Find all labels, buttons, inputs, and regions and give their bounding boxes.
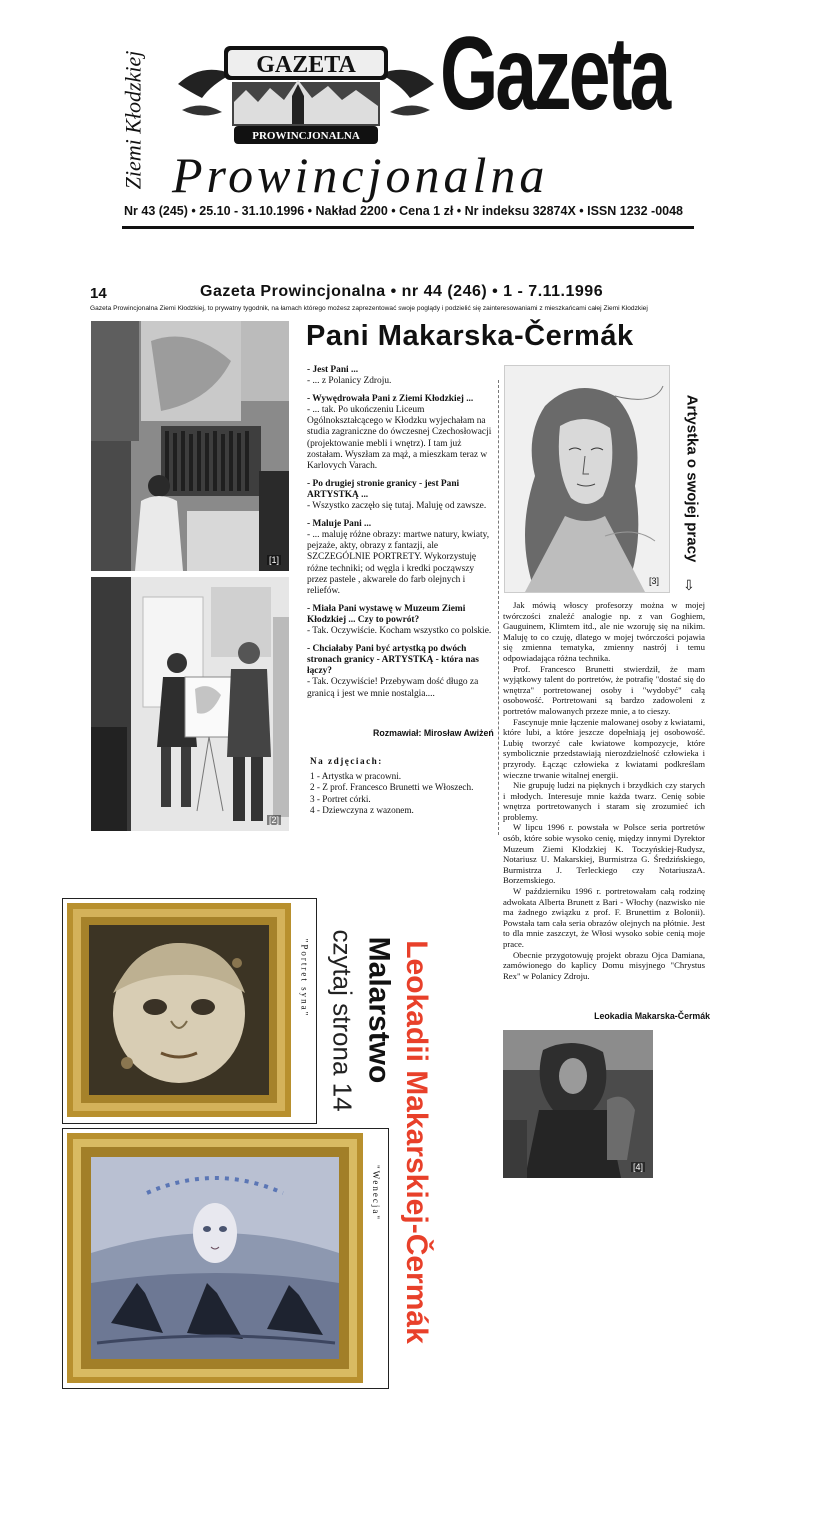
body-paragraph: W październiku 1996 r. portretowałam całą rodzinę adwokata Alberta Brunett z Bari - Włochy (nazwisko nie ma żadnego związku z prof. F. Brunettim z Bolonii). Powstała tam cała seria obrazów olejnych na płótnie. Jest to dla mnie zaszczyt, że Włosi wysoko sobie cenią moje prace.: [503, 886, 705, 949]
page-tagline: Gazeta Prowincjonalna Ziemi Kłodzkiej, to prywatny tygodnik, na łamach którego możesz zaprezentować swoje poglądy i podzielić się zainteresowaniami z mieszkańcami całej Ziemi Kłodzkiej: [90, 305, 648, 312]
interview-question: - Chciałaby Pani być artystką po dwóch stronach granicy - ARTYSTKĄ - która nas łączy?: [307, 643, 479, 677]
masthead-emblem: [172, 40, 440, 148]
vertical-heading: Artystka o swojej pracy: [683, 394, 701, 562]
photo-captions: [310, 756, 495, 817]
arrow-down-icon: ⇩: [683, 578, 695, 594]
interviewer-credit: Rozmawiał: Mirosław Awiżeń: [373, 728, 494, 738]
interview-question: - Maluje Pani ...: [307, 518, 372, 529]
article-signature: Leokadia Makarska-Čermák: [594, 1011, 710, 1021]
body-paragraph: Prof. Francesco Brunetti stwierdził, że mam wyjątkowy talent do portretów, że potrafię "dostać się do wnętrza" portretowanej osoby i "wydobyć" całą osobowość. Portretowani są bardzo zadowoleni z portretów malowanych przeze mnie, a to cieszy.: [503, 663, 705, 716]
photo-number-2: [2]: [268, 815, 279, 825]
page-header: Gazeta Prowincjonalna • nr 44 (246) • 1 - 7.11.1996: [200, 283, 604, 300]
feature-title-thin: czytaj strona 14: [327, 928, 358, 1112]
painting1-label: "Portret syna": [299, 938, 309, 1018]
body-paragraph: Obecnie przygotowuję projekt obrazu Ojca Damiana, zamówionego do kaplicy Domu misyjnego "Chrystus Rex" w Polanicy Zdroju.: [503, 949, 705, 981]
painting-venice: [62, 1128, 389, 1389]
emblem-top-text: GAZETA: [256, 52, 356, 78]
column-divider: [498, 380, 499, 835]
masthead-title: Gazeta: [440, 16, 669, 132]
interview: [307, 365, 495, 700]
photo-number-1: [1]: [268, 555, 279, 565]
interview-question: - Po drugiej stronie granicy - jest Pani ARTYSTKĄ ...: [307, 478, 460, 500]
body-paragraph: Jak mówią włoscy profesorzy można w mojej twórczości znaleźć analogie np. z van Goghiem, Gauguinem, Klimtem itd., ale nie wzoruję się na nikim. Maluję to co czuję, dlatego w mojej twórczości pojawia się zmienna tematyka, zmienny nastrój i temu odpowiadająca różna technika.: [503, 600, 705, 663]
article-title: Pani Makarska-Čermák: [306, 320, 634, 352]
photo-girl-with-vase: [503, 1030, 653, 1178]
interview-question: - Wywędrowała Pani z Ziemi Kłodzkiej ...: [307, 393, 474, 404]
interview-answer: - Wszystko zaczęło się tutaj. Maluję od zawsze.: [307, 501, 487, 512]
masthead-subtitle: Prowincjonalna: [172, 147, 549, 203]
caption-item: 3 - Portret córki.: [310, 793, 371, 804]
photo-with-prof-brunetti: [91, 577, 289, 831]
masthead-rule: [122, 226, 694, 229]
feature-title-black: Malarstwo: [362, 936, 395, 1084]
interview-answer: - ... maluję różne obrazy: martwe natury, kwiaty, pejzaże, akty, obrazy z fantazji, ale SZCZEGÓLNIE PORTRETY. Wykorzystuję różne techniki; od węgla i kredki począwszy przez pastele , akwarele do farb olejnych i reliefów.: [307, 529, 490, 597]
photo-daughter-portrait: [504, 365, 670, 593]
page-number: 14: [90, 285, 107, 302]
body-paragraph: Nie grupuję ludzi na pięknych i brzydkich czy starych i młodych. Interesuje mnie każda twarz. Cenię sobie wnętrza portretowanych i staram się zrozumieć ich problemy.: [503, 780, 705, 822]
body-paragraph: W lipcu 1996 r. powstała w Polsce seria portretów osób, które sobie wysoko cenię, między innymi Dyrektor Muzeum Ziemi Kłodzkiej K. Toczyńskiej-Rudysz, Notariusz U. Makarskiej, Burmistrza G. Średzińskiego, Burmistrza J. Terleckiego czy NotariuszaA. Borzemskiego.: [503, 822, 705, 886]
captions-heading: Na zdjęciach:: [310, 756, 383, 766]
caption-item: 2 - Z prof. Francesco Brunetti we Włoszech.: [310, 782, 474, 792]
photo-number-4: [4]: [632, 1162, 643, 1172]
emblem-bottom-text: PROWINCJONALNA: [252, 130, 360, 142]
painting-portrait-of-son: [62, 898, 317, 1124]
article-body: [503, 600, 705, 981]
painting2-label: "Wenecja": [371, 1164, 382, 1222]
photo-number-3: [3]: [648, 576, 659, 586]
interview-answer: - Tak. Oczywiście. Kocham wszystko co polskie.: [307, 626, 492, 637]
masthead-side-label: Ziemi Kłodzkiej: [120, 50, 145, 190]
interview-answer: - ... z Polanicy Zdroju.: [307, 376, 392, 387]
interview-answer: - Tak. Oczywiście! Przebywam dość długo za granicą i jest we mnie nostalgia....: [307, 677, 479, 699]
interview-question: - Jest Pani ...: [307, 365, 359, 375]
body-paragraph: Fascynuje mnie łączenie malowanej osoby z kwiatami, które lubi, a które jeszcze dopełniają jej osobowość. Lubię tworzyć całe kwiatowe kompozycje, które symbolicznie przedstawiają nierozdzielność człowieka i przyrody. Łącząc człowieka z kwiatami podkreślam wieczne trwanie witalnej energii.: [503, 716, 705, 780]
caption-item: 1 - Artystka w pracowni.: [310, 770, 402, 781]
issue-info: Nr 43 (245) • 25.10 - 31.10.1996 • Nakład 2200 • Cena 1 zł • Nr indeksu 32874X • ISSN 1232 -0048: [124, 204, 684, 218]
interview-question: - Miała Pani wystawę w Muzeum Ziemi Kłodzkiej ... Czy to powrót?: [307, 603, 466, 625]
photo-artist-in-studio: [91, 321, 289, 571]
interview-answer: - ... tak. Po ukończeniu Liceum Ogólnokształcącego w Kłodzku wyjechałam na studia zagraniczne do ówczesnej Czechosłowacji (projektowanie mebli i wnętrz). I tam już zostałam. Wyszłam za mąż, a mieszkam teraz w Karlovych Varach.: [307, 404, 492, 472]
feature-title-red: Leokadii Makarskiej-Čermák: [400, 940, 434, 1344]
caption-item: 4 - Dziewczyna z wazonem.: [310, 805, 414, 815]
